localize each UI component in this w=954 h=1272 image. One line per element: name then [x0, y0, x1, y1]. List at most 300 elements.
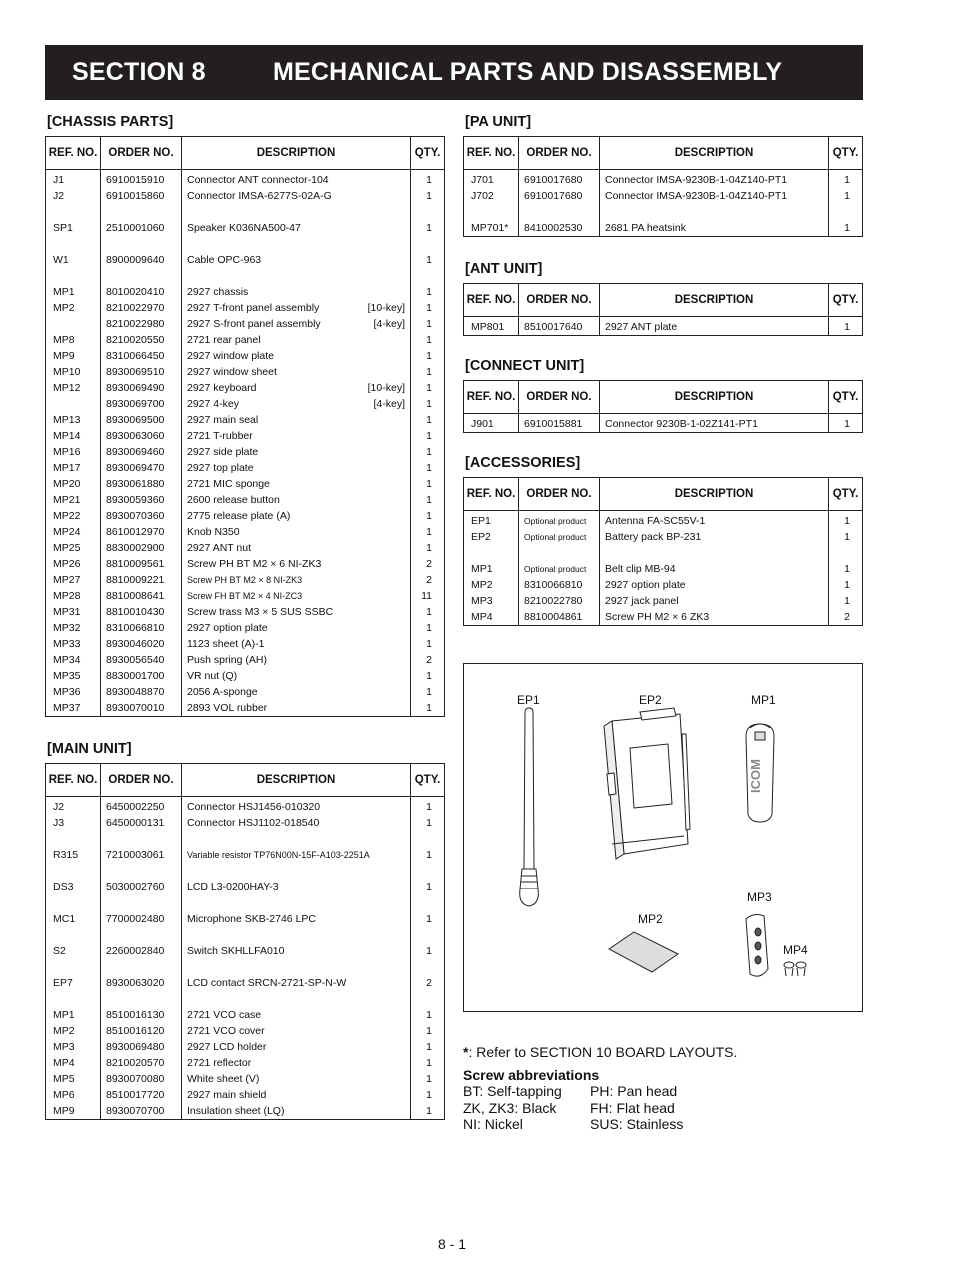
description-cell: Screw FH BT M2 × 4 NI-ZC3 — [182, 588, 411, 604]
table-row — [464, 593, 863, 609]
description-cell: Screw trass M3 × 5 SUS SSBC — [182, 604, 411, 620]
ref-cell: R315 — [53, 849, 79, 861]
antenna-drawing — [520, 708, 539, 906]
qty-cell: 1 — [411, 364, 445, 380]
table-row — [46, 300, 445, 316]
option-plate-drawing — [609, 932, 678, 972]
qty-cell: 1 — [411, 1103, 445, 1120]
ref-cell — [46, 316, 101, 332]
empty-cell — [46, 236, 101, 252]
empty-cell — [411, 991, 445, 1007]
qty-cell: 2 — [411, 975, 445, 991]
empty-cell — [182, 236, 411, 252]
description-cell — [182, 396, 411, 412]
description-cell: 2721 MIC sponge — [182, 476, 411, 492]
order-cell: 6910015910 — [101, 170, 182, 189]
ref-header: REF. NO. — [464, 137, 519, 170]
table-row — [46, 700, 445, 717]
description-cell: Belt clip MB-94 — [600, 561, 829, 577]
description-cell: 2927 option plate — [182, 620, 411, 636]
order-cell: 8810010430 — [101, 604, 182, 620]
order-cell: 6450002250 — [101, 797, 182, 816]
ref-cell: MP37 — [53, 702, 81, 714]
ref-cell: EP1 — [471, 515, 491, 527]
empty-cell — [519, 545, 600, 561]
qty-cell: 1 — [411, 476, 445, 492]
table-row — [46, 1055, 445, 1071]
qty-cell: 1 — [829, 511, 863, 530]
order-cell: 6910015860 — [101, 188, 182, 204]
description-cell — [182, 300, 411, 316]
reference-note — [463, 1044, 737, 1060]
description-header: DESCRIPTION — [600, 284, 829, 317]
ref-cell: MP33 — [53, 638, 81, 650]
order-cell: 8510017720 — [101, 1087, 182, 1103]
order-cell: 8210020550 — [101, 332, 182, 348]
ref-cell: MP1 — [471, 563, 493, 575]
belt-clip-drawing — [746, 724, 774, 822]
table-header-row — [464, 137, 863, 170]
description-cell: 2927 option plate — [600, 577, 829, 593]
order-cell: 8930056540 — [101, 652, 182, 668]
empty-cell — [829, 545, 863, 561]
description-cell: 2927 window plate — [182, 348, 411, 364]
table-spacer-row — [46, 927, 445, 943]
description-cell: Connector HSJ1456-010320 — [182, 797, 411, 816]
empty-cell — [182, 268, 411, 284]
description-cell: 1123 sheet (A)-1 — [182, 636, 411, 652]
ref-header: REF. NO. — [46, 137, 101, 170]
description-cell: Insulation sheet (LQ) — [182, 1103, 411, 1120]
table-row — [464, 577, 863, 593]
empty-cell — [101, 863, 182, 879]
empty-cell — [46, 895, 101, 911]
ref-cell: MP801 — [471, 321, 505, 333]
table-row — [46, 620, 445, 636]
table-row — [46, 188, 445, 204]
qty-cell: 1 — [411, 1023, 445, 1039]
qty-cell: 1 — [411, 396, 445, 412]
table-row — [46, 572, 445, 588]
description-cell: 2927 main shield — [182, 1087, 411, 1103]
order-header: ORDER NO. — [101, 137, 182, 170]
qty-cell: 1 — [411, 815, 445, 831]
order-cell: 8930070700 — [101, 1103, 182, 1120]
ref-cell: MP17 — [53, 462, 81, 474]
qty-cell: 1 — [411, 300, 445, 316]
empty-cell — [411, 927, 445, 943]
ref-cell: MP22 — [53, 510, 81, 522]
order-cell: 8930070010 — [101, 700, 182, 717]
abbreviation-row — [463, 1100, 683, 1117]
empty-cell — [182, 831, 411, 847]
table-row — [46, 284, 445, 300]
description-cell: Knob N350 — [182, 524, 411, 540]
table-row — [464, 220, 863, 237]
table-row — [46, 332, 445, 348]
chassis-parts-title: [CHASSIS PARTS] — [47, 114, 174, 130]
order-cell: 2260002840 — [101, 943, 182, 959]
ref-cell: EP7 — [53, 977, 73, 989]
description-cell: Connector IMSA-6277S-02A-G — [182, 188, 411, 204]
table-row — [46, 348, 445, 364]
order-cell: 8930069700 — [101, 396, 182, 412]
table-row — [464, 414, 863, 433]
order-cell: 8930063020 — [101, 975, 182, 991]
main-unit-title: [MAIN UNIT] — [47, 741, 132, 757]
ref-header: REF. NO. — [464, 284, 519, 317]
ref-cell: MP2 — [53, 1025, 75, 1037]
qty-cell: 1 — [411, 170, 445, 189]
description-cell: 2721 VCO case — [182, 1007, 411, 1023]
qty-cell: 1 — [411, 252, 445, 268]
table-spacer-row — [46, 991, 445, 1007]
description-cell — [182, 316, 411, 332]
empty-cell — [411, 959, 445, 975]
table-row — [46, 588, 445, 604]
order-cell: 8930069480 — [101, 1039, 182, 1055]
ref-cell: MP3 — [53, 1041, 75, 1053]
description-cell: Cable OPC-963 — [182, 252, 411, 268]
qty-cell: 1 — [411, 620, 445, 636]
empty-cell — [464, 204, 519, 220]
description-cell: 2681 PA heatsink — [600, 220, 829, 237]
description-cell: 2893 VOL rubber — [182, 700, 411, 717]
description-header: DESCRIPTION — [600, 478, 829, 511]
qty-cell: 2 — [411, 572, 445, 588]
ref-cell: MP21 — [53, 494, 81, 506]
description-cell: 2927 side plate — [182, 444, 411, 460]
table-row — [464, 188, 863, 204]
table-row — [46, 492, 445, 508]
qty-cell: 1 — [411, 668, 445, 684]
description-cell: Screw PH BT M2 × 8 NI-ZK3 — [182, 572, 411, 588]
description-cell: Battery pack BP-231 — [600, 529, 829, 545]
order-cell: 6910015881 — [519, 414, 600, 433]
description-text: 2927 keyboard — [187, 382, 257, 394]
qty-cell: 1 — [411, 1007, 445, 1023]
description-cell: 2927 main seal — [182, 412, 411, 428]
order-cell: 8900009640 — [101, 252, 182, 268]
ref-cell: MP3 — [471, 595, 493, 607]
label-ep2: EP2 — [639, 693, 662, 707]
qty-cell: 1 — [829, 188, 863, 204]
order-cell: 8310066810 — [101, 620, 182, 636]
table-row — [46, 508, 445, 524]
table-row — [46, 652, 445, 668]
qty-cell: 1 — [411, 380, 445, 396]
table-row — [46, 170, 445, 189]
table-row — [46, 911, 445, 927]
description-cell: 2775 release plate (A) — [182, 508, 411, 524]
qty-cell: 1 — [411, 492, 445, 508]
qty-cell: 1 — [411, 879, 445, 895]
description-text: 2927 S-front panel assembly — [187, 318, 321, 330]
empty-cell — [411, 863, 445, 879]
order-cell: 8310066450 — [101, 348, 182, 364]
description-cell: 2927 jack panel — [600, 593, 829, 609]
empty-cell — [182, 927, 411, 943]
qty-cell: 1 — [411, 1071, 445, 1087]
table-row — [46, 428, 445, 444]
order-cell: 7700002480 — [101, 911, 182, 927]
qty-cell: 1 — [411, 1055, 445, 1071]
table-spacer-row — [464, 204, 863, 220]
ref-cell: J3 — [53, 817, 65, 829]
table-row — [46, 604, 445, 620]
table-row — [46, 556, 445, 572]
description-cell: 2927 LCD holder — [182, 1039, 411, 1055]
description-cell: 2927 window sheet — [182, 364, 411, 380]
table-row — [46, 396, 445, 412]
table-row — [464, 529, 863, 545]
variant-note: [10-key] — [367, 382, 405, 394]
table-row — [46, 975, 445, 991]
ref-cell: MP28 — [53, 590, 81, 602]
table-row — [46, 444, 445, 460]
ref-cell: W1 — [53, 254, 69, 266]
order-cell: 8210022780 — [519, 593, 600, 609]
description-cell: 2927 chassis — [182, 284, 411, 300]
order-cell: 8210022970 — [101, 300, 182, 316]
empty-cell — [46, 863, 101, 879]
empty-cell — [101, 927, 182, 943]
table-row — [46, 847, 445, 863]
ref-cell: MC1 — [53, 913, 76, 925]
qty-cell: 1 — [829, 561, 863, 577]
description-text: 2927 T-front panel assembly — [187, 302, 320, 314]
main-unit-table — [45, 763, 445, 1120]
jack-panel-drawing — [746, 915, 768, 977]
description-cell: 2056 A-sponge — [182, 684, 411, 700]
ref-cell: MP36 — [53, 686, 81, 698]
ref-cell: MP35 — [53, 670, 81, 682]
order-cell: 8930070360 — [101, 508, 182, 524]
clip-brand-text: ICOM — [748, 759, 763, 793]
abbreviation-item: NI: Nickel — [463, 1116, 523, 1132]
qty-cell: 1 — [411, 220, 445, 236]
description-cell: 2721 rear panel — [182, 332, 411, 348]
order-cell: 8830002900 — [101, 540, 182, 556]
description-cell: Connector 9230B-1-02Z141-PT1 — [600, 414, 829, 433]
description-cell: Switch SKHLLFA010 — [182, 943, 411, 959]
description-header: DESCRIPTION — [182, 764, 411, 797]
table-row — [46, 1103, 445, 1120]
order-header: ORDER NO. — [519, 137, 600, 170]
qty-header: QTY. — [411, 764, 445, 797]
order-cell: 8510017640 — [519, 317, 600, 336]
table-header-row — [46, 764, 445, 797]
table-spacer-row — [46, 863, 445, 879]
empty-cell — [46, 268, 101, 284]
ref-cell: MP20 — [53, 478, 81, 490]
description-cell: White sheet (V) — [182, 1071, 411, 1087]
ref-header: REF. NO. — [464, 478, 519, 511]
label-mp4: MP4 — [783, 943, 808, 957]
description-cell: 2927 ANT nut — [182, 540, 411, 556]
description-cell: 2721 T-rubber — [182, 428, 411, 444]
ref-cell: MP16 — [53, 446, 81, 458]
description-cell: 2721 reflector — [182, 1055, 411, 1071]
table-spacer-row — [46, 204, 445, 220]
table-row — [46, 815, 445, 831]
battery-pack-drawing — [604, 708, 690, 859]
order-header: ORDER NO. — [101, 764, 182, 797]
abbreviation-item: ZK, ZK3: Black — [463, 1099, 557, 1116]
qty-cell: 1 — [411, 412, 445, 428]
qty-cell: 1 — [411, 460, 445, 476]
ref-cell: MP12 — [53, 382, 81, 394]
table-row — [46, 316, 445, 332]
variant-note: [10-key] — [367, 302, 405, 314]
order-cell: 8010020410 — [101, 284, 182, 300]
qty-cell: 1 — [411, 508, 445, 524]
order-cell: 8930048870 — [101, 684, 182, 700]
description-cell: 2600 release button — [182, 492, 411, 508]
accessories-table — [463, 477, 863, 626]
empty-cell — [101, 895, 182, 911]
qty-header: QTY. — [829, 137, 863, 170]
order-cell: 6450000131 — [101, 815, 182, 831]
order-cell: 7210003061 — [101, 847, 182, 863]
description-cell: 2927 ANT plate — [600, 317, 829, 336]
description-cell: LCD contact SRCN-2721-SP-N-W — [182, 975, 411, 991]
ref-cell: MP25 — [53, 542, 81, 554]
qty-cell: 1 — [411, 797, 445, 816]
order-cell: 8930059360 — [101, 492, 182, 508]
ref-cell: MP26 — [53, 558, 81, 570]
qty-header: QTY. — [829, 478, 863, 511]
table-row — [46, 684, 445, 700]
description-cell: Connector IMSA-9230B-1-04Z140-PT1 — [600, 170, 829, 189]
pa-unit-title: [PA UNIT] — [465, 114, 532, 130]
order-cell: 8930063060 — [101, 428, 182, 444]
qty-cell: 1 — [411, 188, 445, 204]
table-spacer-row — [46, 236, 445, 252]
ref-cell: MP14 — [53, 430, 81, 442]
qty-cell: 1 — [411, 700, 445, 717]
order-cell: 8830001700 — [101, 668, 182, 684]
ref-cell: SP1 — [53, 222, 73, 234]
abbreviation-row — [463, 1116, 683, 1133]
table-row — [46, 1023, 445, 1039]
table-row — [46, 668, 445, 684]
empty-cell — [411, 236, 445, 252]
ref-cell: MP1 — [53, 286, 75, 298]
label-mp3: MP3 — [747, 890, 772, 904]
table-spacer-row — [46, 831, 445, 847]
order-cell: 8510016130 — [101, 1007, 182, 1023]
abbreviation-item: FH: Flat head — [590, 1099, 675, 1116]
screws-drawing — [784, 962, 806, 976]
description-header: DESCRIPTION — [600, 137, 829, 170]
ref-cell: J2 — [53, 801, 65, 813]
qty-cell: 2 — [411, 652, 445, 668]
empty-cell — [46, 927, 101, 943]
order-cell: 8930069470 — [101, 460, 182, 476]
table-row — [46, 364, 445, 380]
empty-cell — [101, 959, 182, 975]
table-spacer-row — [464, 545, 863, 561]
description-cell: Speaker K036NA500-47 — [182, 220, 411, 236]
qty-cell: 1 — [829, 317, 863, 336]
order-cell: 8210020570 — [101, 1055, 182, 1071]
star-mark: * — [463, 1044, 469, 1060]
ref-cell: MP6 — [53, 1089, 75, 1101]
order-cell: Optional product — [519, 511, 600, 530]
table-row — [46, 460, 445, 476]
qty-cell: 1 — [411, 604, 445, 620]
ref-cell: MP13 — [53, 414, 81, 426]
qty-cell: 1 — [411, 684, 445, 700]
description-cell: Microphone SKB-2746 LPC — [182, 911, 411, 927]
qty-cell: 1 — [411, 348, 445, 364]
order-cell: 8410002530 — [519, 220, 600, 237]
description-cell: LCD L3-0200HAY-3 — [182, 879, 411, 895]
qty-header: QTY. — [829, 284, 863, 317]
qty-cell: 1 — [411, 540, 445, 556]
ref-cell: J701 — [471, 174, 494, 186]
empty-cell — [464, 545, 519, 561]
ref-cell: MP9 — [53, 1105, 75, 1117]
empty-cell — [182, 959, 411, 975]
order-cell: Optional product — [519, 529, 600, 545]
qty-header: QTY. — [829, 381, 863, 414]
order-cell: Optional product — [519, 561, 600, 577]
abbreviation-row — [463, 1083, 683, 1100]
qty-cell: 1 — [411, 636, 445, 652]
qty-cell: 1 — [411, 1039, 445, 1055]
pa-unit-table — [463, 136, 863, 237]
order-header: ORDER NO. — [519, 381, 600, 414]
qty-header: QTY. — [411, 137, 445, 170]
ref-cell: J901 — [471, 418, 494, 430]
table-row — [46, 380, 445, 396]
ref-cell: J1 — [53, 174, 65, 186]
table-row — [46, 879, 445, 895]
table-row — [46, 1087, 445, 1103]
abbreviation-item: BT: Self-tapping — [463, 1083, 562, 1099]
order-cell: 8810004861 — [519, 609, 600, 626]
ref-cell: MP4 — [53, 1057, 75, 1069]
qty-cell: 1 — [829, 170, 863, 189]
description-header: DESCRIPTION — [600, 381, 829, 414]
label-mp2: MP2 — [638, 912, 663, 926]
table-row — [464, 609, 863, 626]
qty-cell: 1 — [411, 943, 445, 959]
qty-cell: 1 — [411, 1087, 445, 1103]
table-row — [46, 412, 445, 428]
accessories-drawing — [464, 664, 860, 1009]
empty-cell — [182, 204, 411, 220]
table-header-row — [464, 284, 863, 317]
ref-cell: S2 — [53, 945, 66, 957]
reference-note-text: : Refer to SECTION 10 BOARD LAYOUTS. — [468, 1044, 738, 1060]
empty-cell — [101, 268, 182, 284]
order-cell: 8930069500 — [101, 412, 182, 428]
table-spacer-row — [46, 895, 445, 911]
table-header-row — [464, 478, 863, 511]
abbreviation-item: PH: Pan head — [590, 1083, 678, 1099]
qty-cell: 1 — [829, 529, 863, 545]
empty-cell — [411, 268, 445, 284]
description-cell: Connector IMSA-9230B-1-04Z140-PT1 — [600, 188, 829, 204]
empty-cell — [46, 959, 101, 975]
description-cell: Screw PH M2 × 6 ZK3 — [600, 609, 829, 626]
table-row — [46, 797, 445, 816]
ref-cell: J702 — [471, 190, 494, 202]
empty-cell — [182, 991, 411, 1007]
